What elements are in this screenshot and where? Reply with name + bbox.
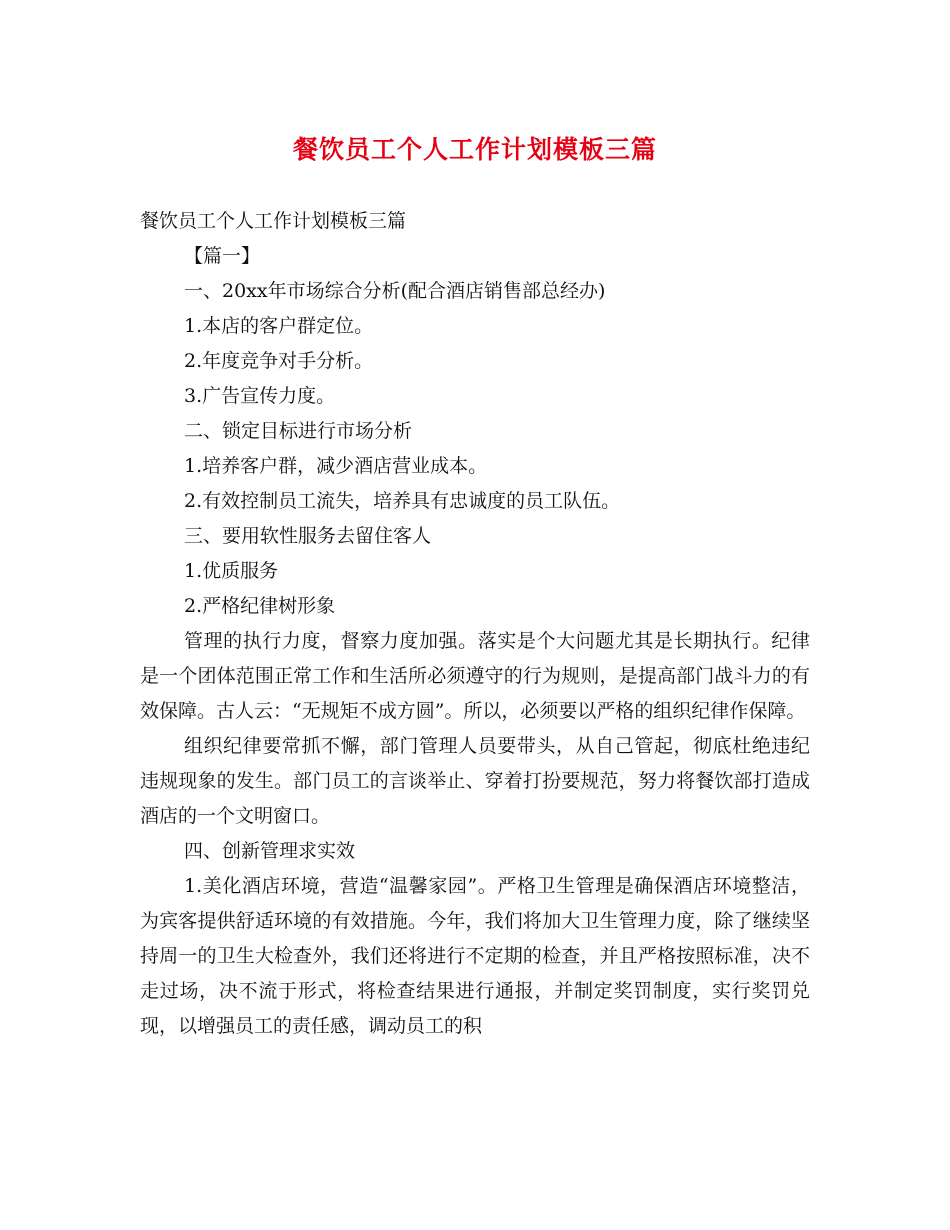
- body-paragraph: 管理的执行力度，督察力度加强。落实是个大问题尤其是长期执行。纪律是一个团体范围正常工作和生活所必须遵守的行为规则，是提高部门战斗力的有效保障。古人云：“无规矩不成方圆”。所以，必须要以严格的组织纪律作保障。: [140, 630, 810, 722]
- list-item: 2.年度竞争对手分析。: [184, 350, 374, 372]
- document-subtitle: 餐饮员工个人工作计划模板三篇: [140, 210, 407, 232]
- list-item: 2.严格纪律树形象: [184, 595, 336, 617]
- heading-4: 四、创新管理求实效: [184, 840, 356, 862]
- heading-1: 一、20xx年市场综合分析(配合酒店销售部总经办): [184, 280, 606, 302]
- list-item: 1.培养客户群，减少酒店营业成本。: [184, 455, 488, 477]
- list-item: 3.广告宣传力度。: [184, 385, 336, 407]
- heading-2: 二、锁定目标进行市场分析: [184, 420, 413, 442]
- body-paragraph: 1.美化酒店环境，营造“温馨家园”。严格卫生管理是确保酒店环境整洁，为宾客提供舒适环境的有效措施。今年，我们将加大卫生管理力度，除了继续坚持周一的卫生大检查外，我们还将进行不定期的检查，并且严格按照标准，决不走过场，决不流于形式，将检查结果进行通报，并制定奖罚制度，实行奖罚兑现，以增强员工的责任感，调动员工的积: [140, 875, 810, 1037]
- document-body: [140, 204, 810, 1044]
- list-item: 1.优质服务: [184, 560, 279, 582]
- body-paragraph: 组织纪律要常抓不懈，部门管理人员要带头，从自己管起，彻底杜绝违纪违规现象的发生。部门员工的言谈举止、穿着打扮要规范，努力将餐饮部打造成酒店的一个文明窗口。: [140, 735, 810, 827]
- list-item: 1.本店的客户群定位。: [184, 315, 374, 337]
- document-title: 餐饮员工个人工作计划模板三篇: [292, 135, 657, 164]
- section-marker: 【篇一】: [184, 245, 261, 267]
- heading-3: 三、要用软性服务去留住客人: [184, 525, 432, 547]
- list-item: 2.有效控制员工流失，培养具有忠诚度的员工队伍。: [184, 490, 621, 512]
